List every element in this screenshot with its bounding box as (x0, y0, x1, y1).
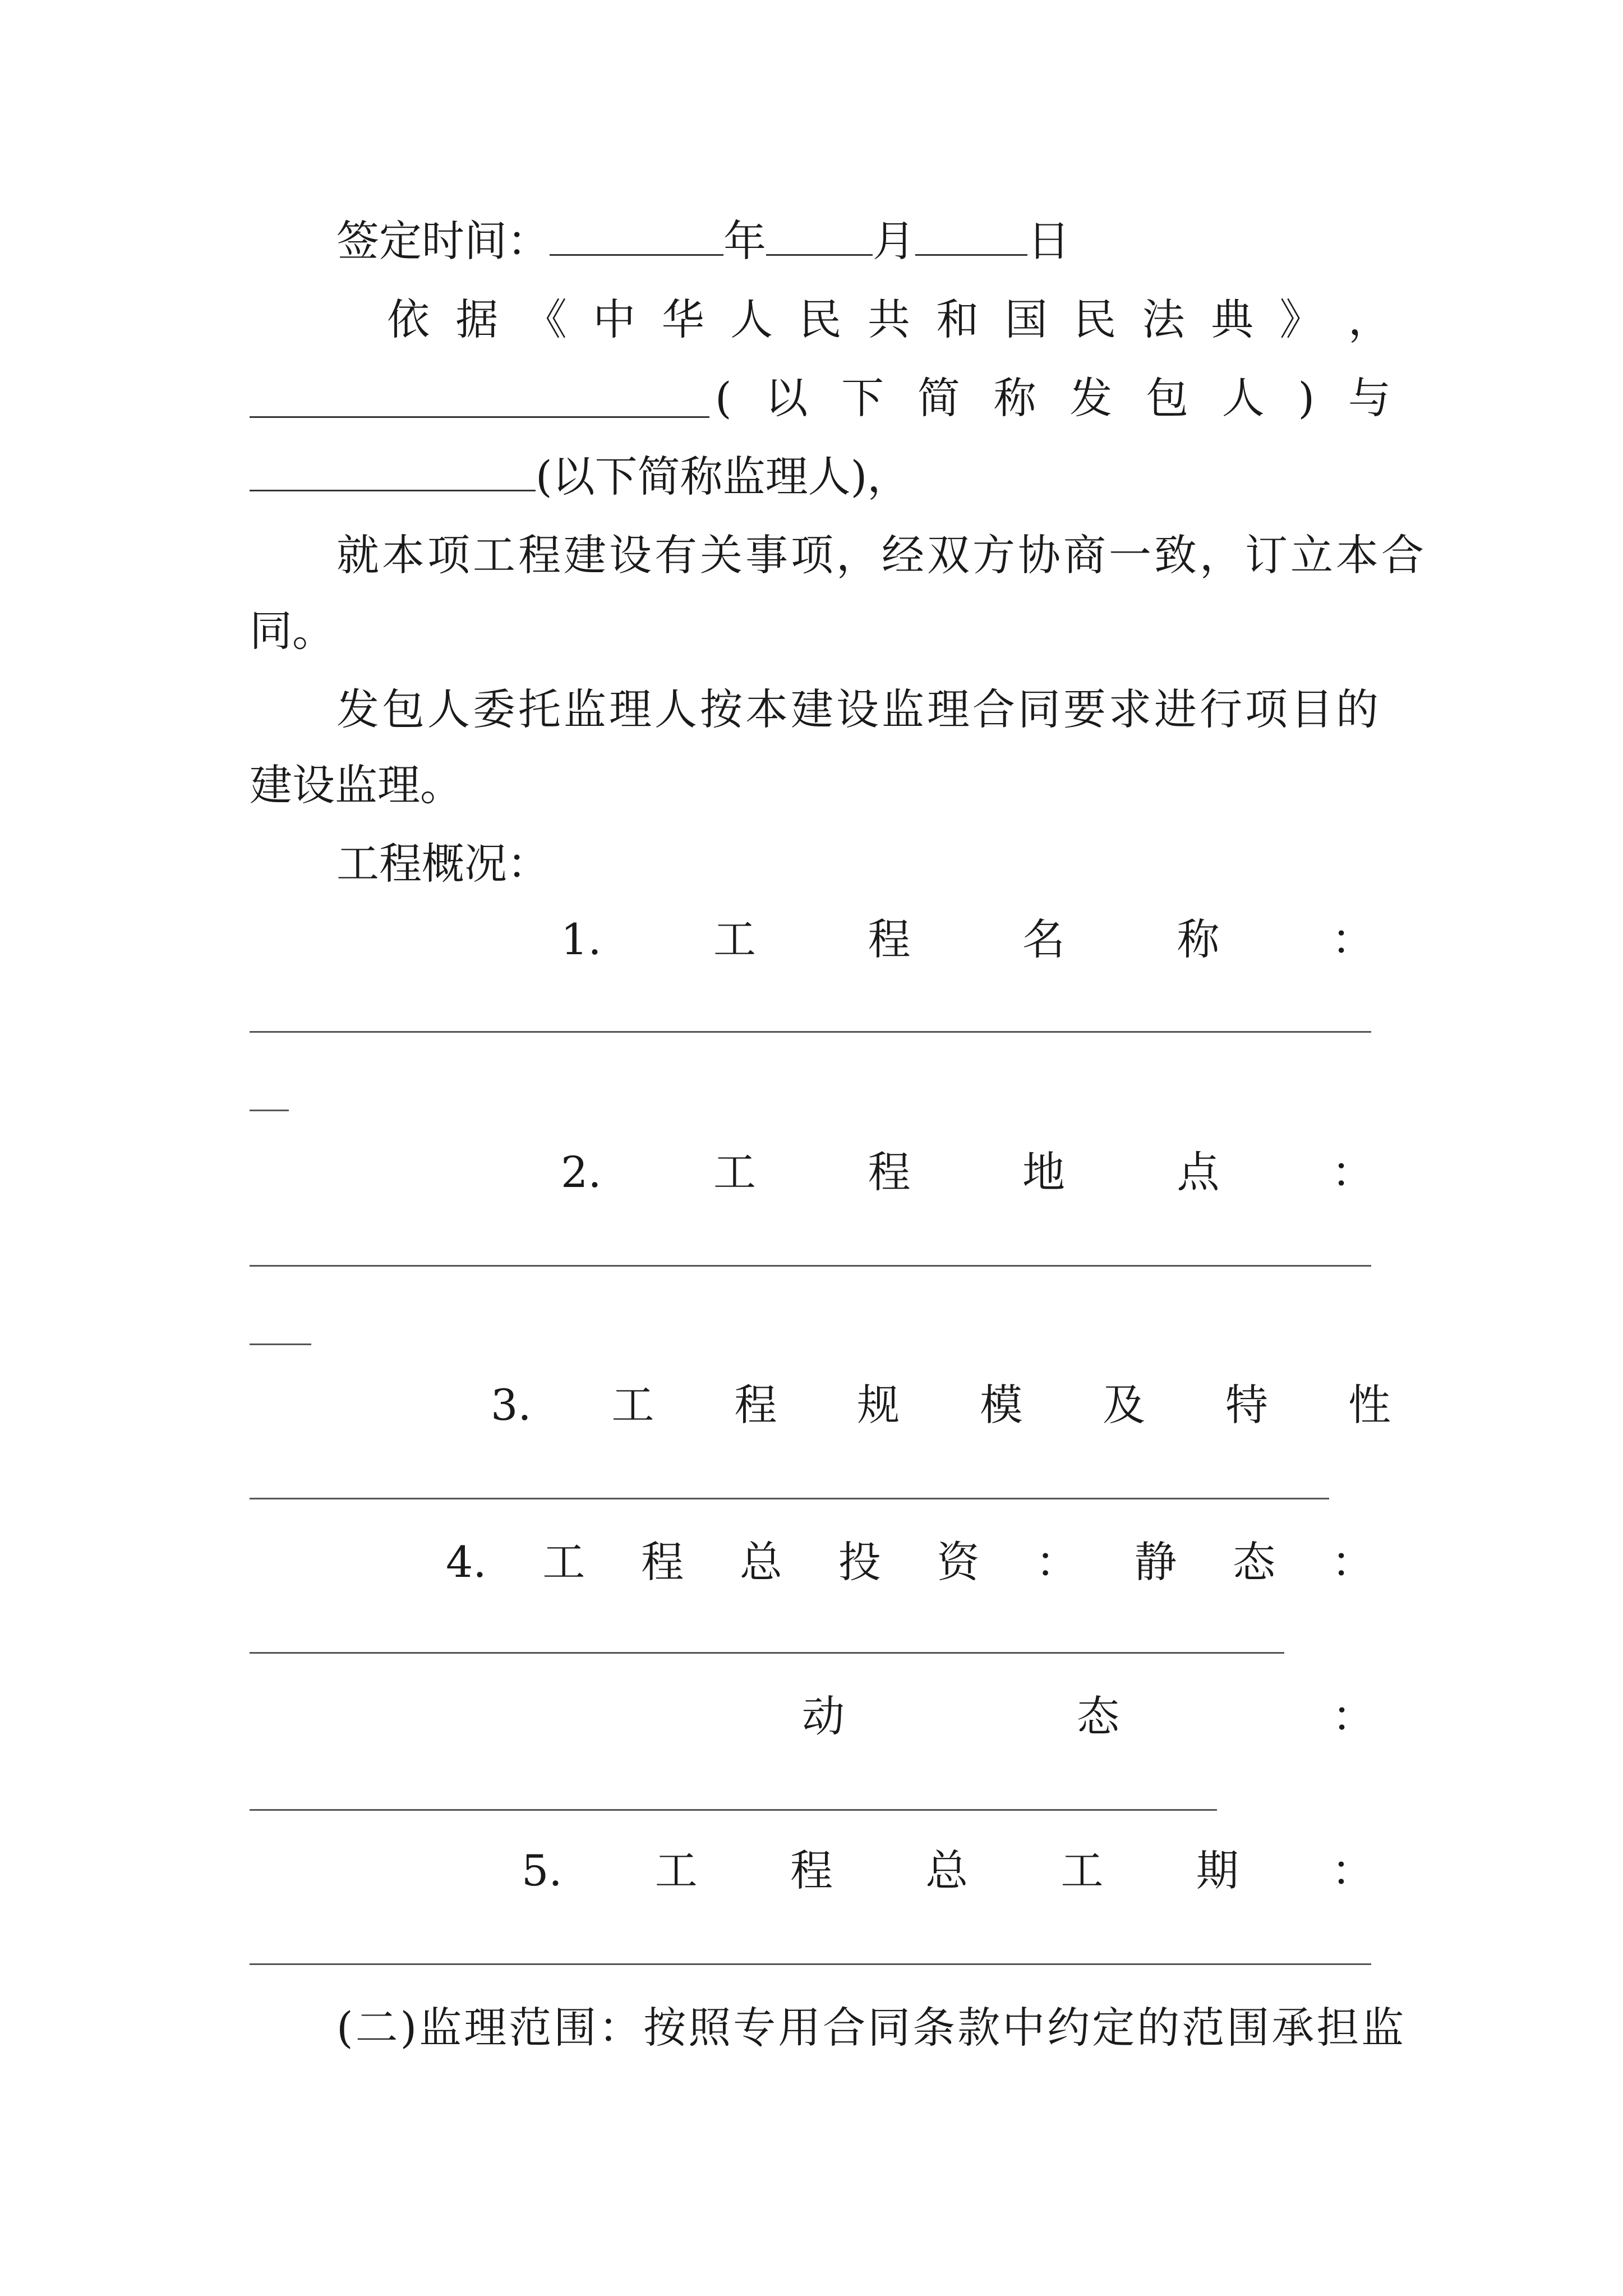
item-location-line (561, 1144, 1374, 1200)
item-scale-fill-line[interactable] (250, 1498, 1329, 1499)
item-location-fill-line[interactable] (250, 1265, 1371, 1267)
item-char: 总 (925, 1846, 969, 1895)
item-char: 程 (868, 1147, 911, 1197)
item-char: ： (1331, 1537, 1374, 1587)
basis-char: 中 (593, 295, 636, 344)
basis-char: 民 (1073, 295, 1117, 344)
item-investment-static-fill-line[interactable] (250, 1652, 1284, 1654)
month-label: 月 (873, 216, 915, 266)
basis-char: 依 (387, 295, 430, 344)
employer-char: ( (715, 373, 732, 423)
basis-char: 华 (661, 295, 704, 344)
item-char: 总 (740, 1537, 782, 1587)
basis-char: ， (1348, 295, 1391, 344)
entrust-line-1: 发包人委托监理人按本建设监理合同要求进行项目的 (336, 684, 1381, 734)
item-number: 1. (561, 914, 602, 964)
item-char: ： (1332, 1691, 1375, 1741)
item-char: 工 (1061, 1846, 1104, 1895)
item-name-line (561, 912, 1374, 968)
item-investment-line (446, 1534, 1374, 1590)
supervisor-line (250, 449, 1391, 505)
supervisor-tail: (以下简称监理人)， (536, 452, 910, 501)
item-duration-fill-line[interactable] (250, 1963, 1371, 1965)
signing-date-line (336, 213, 1478, 269)
item-char: 规 (857, 1380, 900, 1430)
item-location-fill-line-short[interactable] (250, 1343, 311, 1345)
employer-char: 下 (841, 373, 884, 423)
item-char: ： (1331, 1147, 1374, 1197)
employer-char: 与 (1348, 373, 1391, 423)
basis-char: 人 (730, 295, 773, 344)
year-blank[interactable] (550, 215, 723, 256)
basis-char: 共 (867, 295, 910, 344)
item-name-fill-line[interactable] (250, 1031, 1371, 1033)
supervisor-blank[interactable] (250, 450, 536, 491)
day-blank[interactable] (915, 215, 1027, 256)
employer-char: 发 (1069, 373, 1113, 423)
item-char: 静 (1134, 1537, 1177, 1587)
item-number: 5. (522, 1846, 562, 1895)
item-char: 程 (790, 1846, 833, 1895)
item-char: 称 (1177, 914, 1220, 964)
item-char: ： (1035, 1537, 1078, 1587)
employer-char: 简 (917, 373, 960, 423)
item-char: 特 (1225, 1380, 1269, 1430)
item-duration-line (522, 1843, 1374, 1899)
day-label: 日 (1027, 216, 1070, 266)
item-char: 地 (1022, 1147, 1065, 1197)
item-char: 及 (1103, 1380, 1146, 1430)
agreement-line-1: 就本项工程建设有关事项，经双方协商一致，订立本合 (336, 530, 1427, 580)
basis-char: 国 (1004, 295, 1048, 344)
item-char: 性 (1348, 1380, 1391, 1430)
item-char: 动 (802, 1691, 845, 1741)
item-number: 4. (446, 1537, 487, 1587)
item-char: ： (1331, 1846, 1374, 1895)
item-char: 期 (1196, 1846, 1239, 1895)
item-char: 程 (868, 914, 911, 964)
item-char: 工 (713, 1147, 756, 1197)
item-char: 工 (542, 1537, 585, 1587)
item-char: 点 (1177, 1147, 1220, 1197)
item-char: 工 (713, 914, 756, 964)
item-scale-line (491, 1377, 1391, 1433)
agreement-line-2: 同。 (250, 606, 335, 656)
employer-char: 以 (765, 373, 808, 423)
item-number: 3. (491, 1380, 532, 1430)
employer-char: 包 (1146, 373, 1189, 423)
item-char: 态 (1233, 1537, 1276, 1587)
item-char: 模 (980, 1380, 1023, 1430)
item-char: 态 (1077, 1691, 1119, 1741)
item-name-fill-line-short[interactable] (250, 1110, 289, 1111)
item-number: 2. (561, 1147, 602, 1197)
item-char: 工 (611, 1380, 654, 1430)
basis-char: 》 (1279, 295, 1322, 344)
basis-char: 民 (799, 295, 842, 344)
employer-char: 人 (1221, 373, 1265, 423)
basis-char: 《 (524, 295, 567, 344)
signing-label: 签定时间： (336, 216, 550, 266)
item-char: 工 (654, 1846, 698, 1895)
basis-char: 法 (1142, 295, 1185, 344)
item-char: 资 (937, 1537, 980, 1587)
item-char: 投 (838, 1537, 881, 1587)
employer-char: ) (1298, 373, 1315, 423)
basis-char: 和 (936, 295, 979, 344)
employer-char: 称 (993, 373, 1036, 423)
scope-line: (二)监理范围：按照专用合同条款中约定的范围承担监 (336, 2003, 1407, 2053)
item-investment-dynamic-fill-line[interactable] (250, 1809, 1217, 1811)
month-blank[interactable] (766, 215, 873, 256)
year-label: 年 (723, 216, 766, 266)
overview-label: 工程概况： (336, 839, 550, 889)
item-char: ： (1331, 914, 1374, 964)
item-char: 程 (641, 1537, 684, 1587)
entrust-line-2: 建设监理。 (250, 760, 463, 810)
employer-blank[interactable] (250, 377, 709, 418)
item-char: 程 (734, 1380, 777, 1430)
basis-char: 据 (455, 295, 499, 344)
basis-line (387, 292, 1391, 348)
basis-char: 典 (1211, 295, 1254, 344)
item-char: 名 (1022, 914, 1065, 964)
